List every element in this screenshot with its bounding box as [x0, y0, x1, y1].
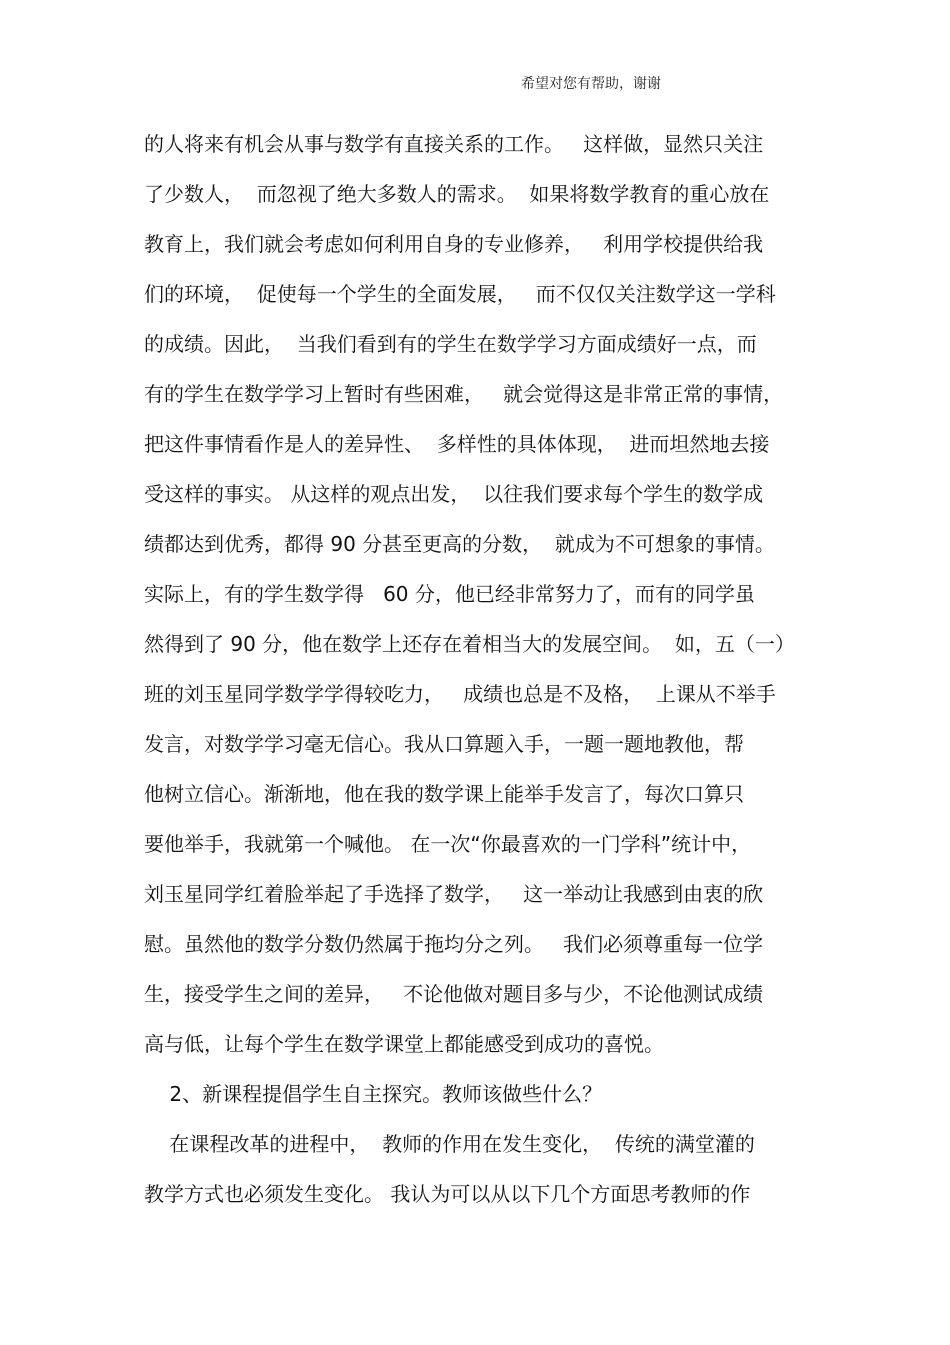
- body-text-line: 然得到了 90 分，他在数学上还存在着相当大的发展空间。 如，五（一）: [144, 632, 795, 656]
- body-text-line: 在课程改革的进程中， 教师的作用在发生变化， 传统的满堂灌的: [144, 1132, 755, 1156]
- page-header-note: 希望对您有帮助，谢谢: [521, 76, 661, 92]
- body-text-line: 的成绩。因此， 当我们看到有的学生在数学学习方面成绩好一点，而: [144, 332, 757, 356]
- body-text-line: 们的环境， 促使每一个学生的全面发展， 而不仅仅关注数学这一学科: [144, 282, 776, 306]
- body-text-line: 绩都达到优秀，都得 90 分甚至更高的分数， 就成为不可想象的事情。: [144, 532, 775, 556]
- body-text-line: 发言，对数学学习毫无信心。我从口算题入手，一题一题地教他，帮: [144, 732, 744, 756]
- body-text-line: 了少数人， 而忽视了绝大多数人的需求。 如果将数学教育的重心放在: [144, 182, 770, 206]
- body-text-line: 的人将来有机会从事与数学有直接关系的工作。 这样做，显然只关注: [144, 132, 764, 156]
- body-text-line: 慰。虽然他的数学分数仍然属于拖均分之列。 我们必须尊重每一位学: [144, 932, 764, 956]
- body-text-line: 教学方式也必须发生变化。 我认为可以从以下几个方面思考教师的作: [144, 1182, 751, 1206]
- body-text-line: 班的刘玉星同学数学学得较吃力， 成绩也总是不及格， 上课从不举手: [144, 682, 776, 706]
- body-text-line: 实际上，有的学生数学得 60 分，他已经非常努力了，而有的同学虽: [144, 582, 755, 606]
- body-text-line: 高与低，让每个学生在数学课堂上都能感受到成功的喜悦。: [144, 1032, 664, 1056]
- section-heading: 2、新课程提倡学生自主探究。教师该做些什么？: [144, 1082, 603, 1106]
- body-text-line: 受这样的事实。 从这样的观点出发， 以往我们要求每个学生的数学成: [144, 482, 764, 506]
- body-text-line: 生，接受学生之间的差异， 不论他做对题目多与少，不论他测试成绩: [144, 982, 764, 1006]
- body-text-line: 把这件事情看作是人的差异性、 多样性的具体体现， 进而坦然地去接: [144, 432, 770, 456]
- body-text-line: 要他举手，我就第一个喊他。 在一次“你最喜欢的一门学科”统计中，: [144, 832, 752, 856]
- body-text-line: 有的学生在数学学习上暂时有些困难， 就会觉得这是非常正常的事情，: [144, 382, 784, 406]
- body-text-line: 教育上，我们就会考虑如何利用自身的专业修养， 利用学校提供给我: [144, 232, 764, 256]
- body-text-line: 他树立信心。渐渐地，他在我的数学课上能举手发言了，每次口算只: [144, 782, 744, 806]
- body-text-line: 刘玉星同学红着脸举起了手选择了数学， 这一举动让我感到由衷的欣: [144, 882, 764, 906]
